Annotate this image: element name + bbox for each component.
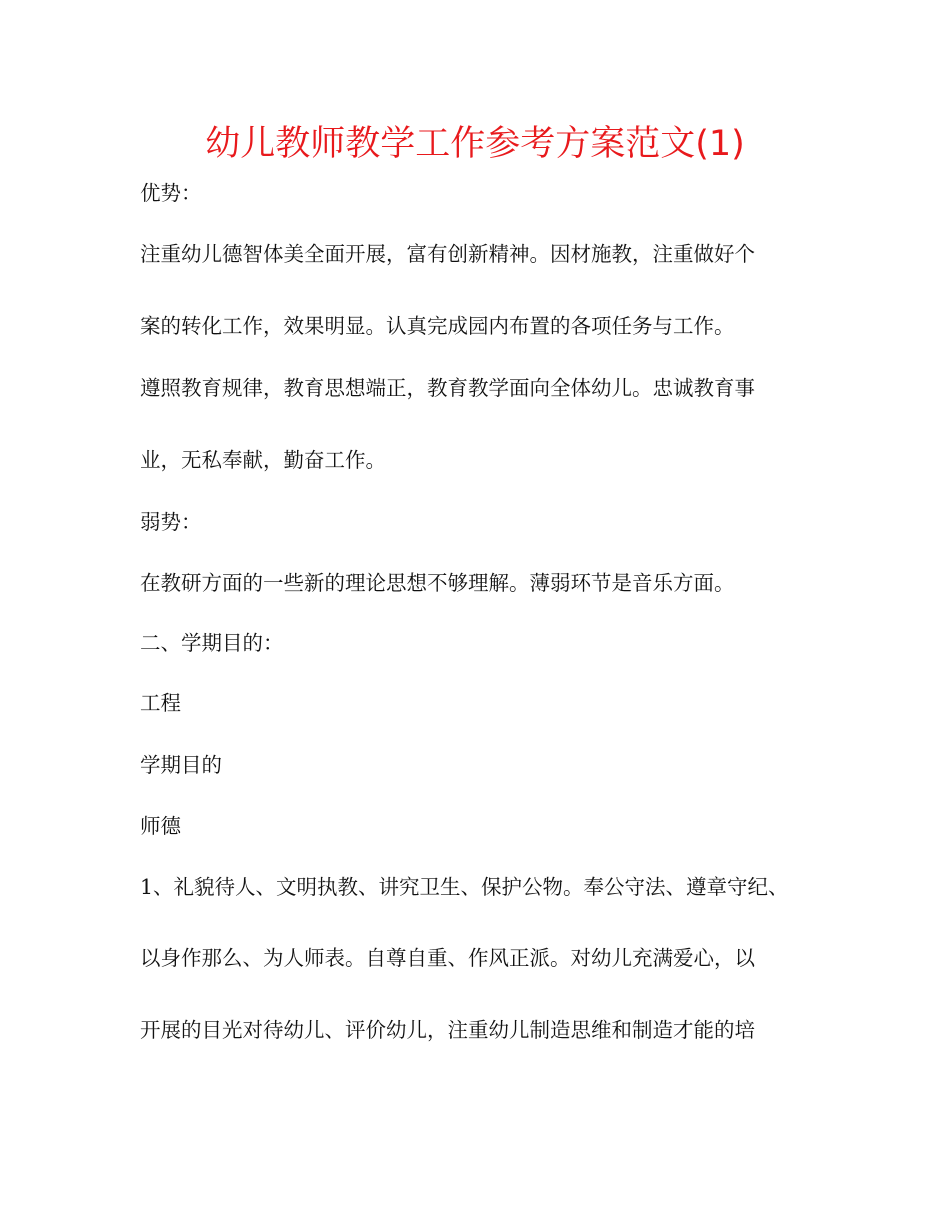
paragraph-line: 遵照教育规律，教育思想端正，教育教学面向全体幼儿。忠诚教育事 [140,376,755,400]
document-title: 幼儿教师教学工作参考方案范文(1) [205,124,745,164]
paragraph-line: 以身作那么、为人师表。自尊自重、作风正派。对幼儿充满爱心，以 [140,946,755,970]
table-label-semester-goal: 学期目的 [140,753,222,777]
table-label-teacher-ethics: 师德 [140,814,181,838]
paragraph-line: 注重幼儿德智体美全面开展，富有创新精神。因材施教，注重做好个 [140,242,755,266]
paragraph-line: 在教研方面的一些新的理论思想不够理解。薄弱环节是音乐方面。 [140,571,735,595]
paragraph-line: 开展的目光对待幼儿、评价幼儿，注重幼儿制造思维和制造才能的培 [140,1018,755,1042]
section-heading-strengths: 优势： [140,181,202,205]
paragraph-line: 1、礼貌待人、文明执教、讲究卫生、保护公物。奉公守法、遵章守纪、 [140,875,789,899]
paragraph-line: 业，无私奉献，勤奋工作。 [140,448,386,472]
table-label-project: 工程 [140,691,181,715]
paragraph-line: 案的转化工作，效果明显。认真完成园内布置的各项任务与工作。 [140,314,735,338]
section-heading-semester-goals: 二、学期目的： [140,631,284,655]
section-heading-weaknesses: 弱势： [140,510,202,534]
